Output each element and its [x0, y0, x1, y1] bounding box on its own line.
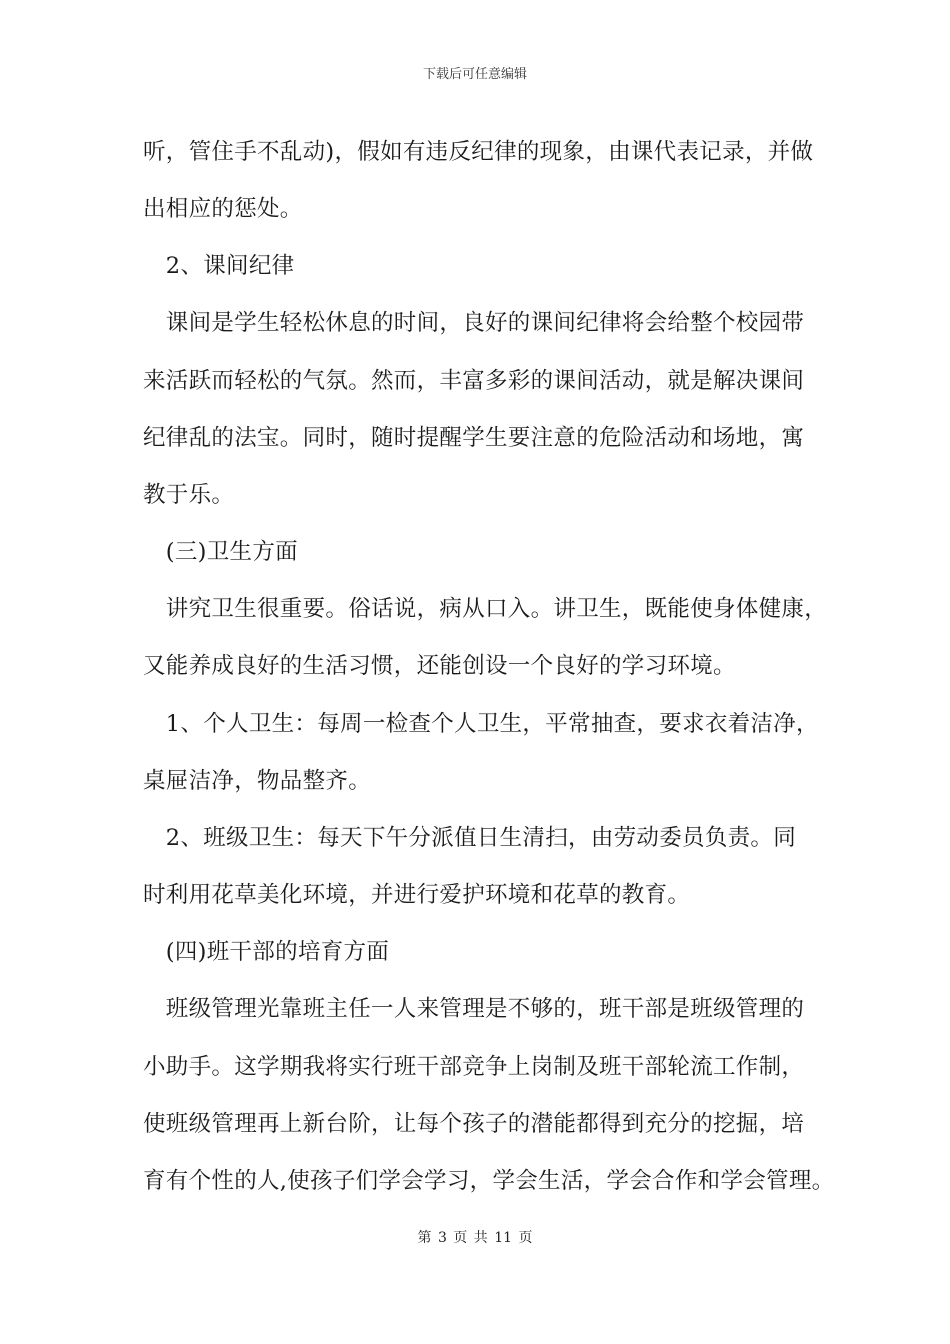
section-heading: 2、课间纪律: [143, 253, 295, 279]
paragraph-line: 教于乐。: [143, 482, 235, 508]
page-number: 第 3 页 共 11 页: [417, 1230, 533, 1246]
paragraph-line: 课间是学生轻松休息的时间，良好的课间纪律将会给整个校园带: [143, 310, 805, 336]
paragraph-line: 1、个人卫生：每周一检查个人卫生，平常抽查，要求衣着洁净，: [143, 711, 819, 737]
paragraph-line: 又能养成良好的生活习惯，还能创设一个良好的学习环境。: [143, 653, 736, 679]
paragraph-line: 2、班级卫生：每天下午分派值日生清扫，由劳动委员负责。同: [143, 825, 797, 851]
paragraph-line: 桌屉洁净，物品整齐。: [143, 768, 372, 794]
paragraph-line: 听，管住手不乱动)，假如有违反纪律的现象，由课代表记录，并做: [143, 139, 814, 165]
paragraph-line: 时利用花草美化环境，并进行爱护环境和花草的教育。: [143, 882, 691, 908]
paragraph-line: 使班级管理再上新台阶，让每个孩子的潜能都得到充分的挖掘，培: [143, 1111, 805, 1137]
paragraph-line: 小助手。这学期我将实行班干部竞争上岗制及班干部轮流工作制，: [143, 1054, 805, 1080]
page-header: 下载后可任意编辑: [422, 67, 527, 82]
paragraph-line: 纪律乱的法宝。同时，随时提醒学生要注意的危险活动和场地，寓: [143, 425, 805, 451]
section-heading: (四)班干部的培育方面: [143, 939, 390, 965]
paragraph-line: 讲究卫生很重要。俗话说，病从口入。讲卫生，既能使身体健康，: [143, 596, 828, 622]
paragraph-line: 育有个性的人,使孩子们学会学习，学会生活，学会合作和学会管理。: [143, 1168, 835, 1194]
section-heading: (三)卫生方面: [143, 539, 298, 565]
paragraph-line: 班级管理光靠班主任一人来管理是不够的，班干部是班级管理的: [143, 996, 805, 1022]
paragraph-line: 出相应的惩处。: [143, 196, 303, 222]
paragraph-line: 来活跃而轻松的气氛。然而，丰富多彩的课间活动，就是解决课间: [143, 368, 805, 394]
